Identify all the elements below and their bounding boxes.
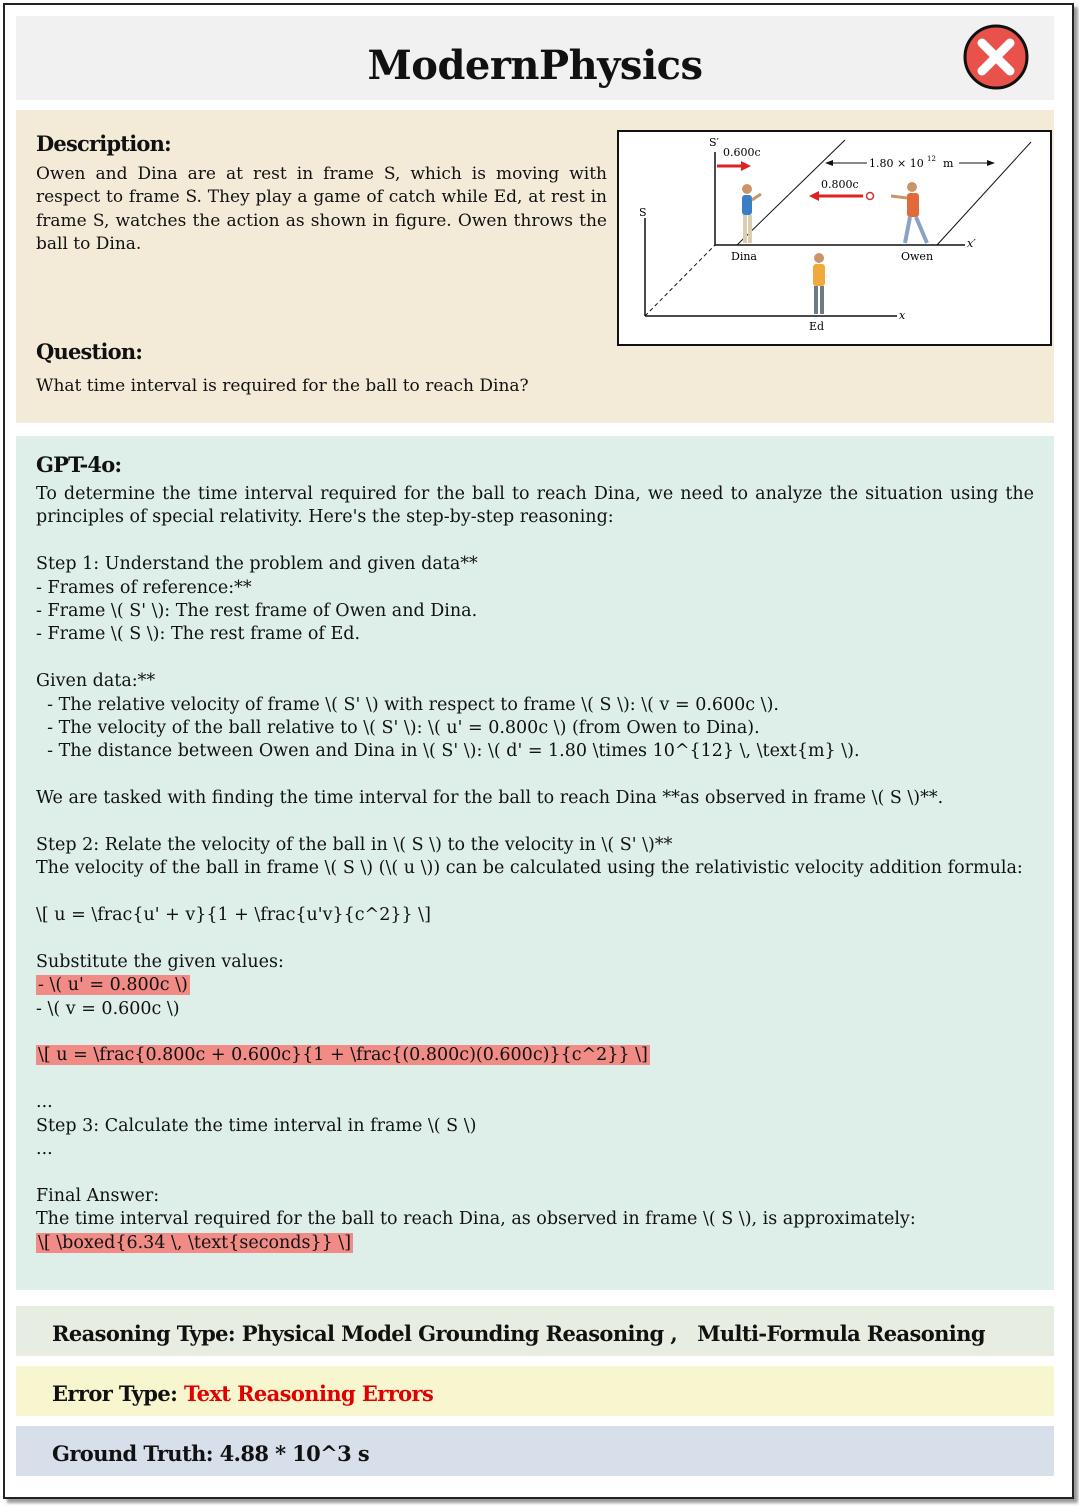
label-axis-x-prime: x′ bbox=[967, 237, 976, 250]
label-distance-unit: m bbox=[943, 157, 954, 170]
answer-line bbox=[36, 1232, 1034, 1255]
answer-line: Final Answer: bbox=[36, 1185, 160, 1206]
label-velocity-ball: 0.800c bbox=[821, 178, 859, 191]
error-highlight: \[ u = \frac{0.800c + 0.600c}{1 + \frac{(0.800c)(0.600c)}{c^2}} \] bbox=[38, 1045, 648, 1066]
relativity-figure bbox=[617, 130, 1052, 346]
error-type-label: Error Type: bbox=[52, 1381, 184, 1406]
reasoning-type-value: Physical Model Grounding Reasoning , Multi-Formula Reasoning bbox=[241, 1321, 985, 1346]
label-s: S bbox=[639, 206, 647, 219]
ground-truth-value: 4.88 * 10^3 s bbox=[219, 1441, 370, 1466]
label-s-prime: S′ bbox=[709, 136, 720, 149]
page-title: ModernPhysics bbox=[367, 42, 703, 89]
answer-heading: GPT-4o: bbox=[36, 452, 122, 477]
answer-line: \[ u = \frac{u' + v}{1 + \frac{u'v}{c^2}} \] bbox=[36, 905, 431, 926]
ground-truth-label: Ground Truth: bbox=[52, 1441, 220, 1466]
blank-line bbox=[36, 647, 1034, 670]
blank-line bbox=[36, 927, 1034, 950]
label-ed: Ed bbox=[809, 320, 825, 333]
answer-line: ... bbox=[36, 1092, 53, 1113]
blank-line bbox=[36, 764, 1034, 787]
reasoning-type-band bbox=[16, 1306, 1054, 1356]
answer-line: Step 1: Understand the problem and given data** bbox=[36, 554, 478, 575]
answer-line bbox=[36, 1044, 1034, 1067]
answer-line: The time interval required for the ball to reach Dina, as observed in frame \( S \), is approximately: bbox=[36, 1209, 916, 1230]
description-heading: Description: bbox=[36, 131, 172, 156]
blank-line bbox=[36, 1021, 1034, 1044]
answer-line: To determine the time interval required for the ball to reach Dina, we need to analyze the situation using the principles of special relativity. Here's the step-by-step reasoning: bbox=[36, 484, 1034, 528]
label-owen: Owen bbox=[901, 250, 934, 263]
ground-truth-band bbox=[16, 1426, 1054, 1476]
answer-line: - The relative velocity of frame \( S' \) with respect to frame \( S \): \( v = 0.600c \). bbox=[36, 694, 779, 715]
answer-line: We are tasked with finding the time interval for the ball to reach Dina **as observed in frame \( S \)**. bbox=[36, 788, 944, 809]
title-band bbox=[16, 16, 1054, 100]
label-axis-x: x bbox=[899, 309, 906, 322]
error-type-band bbox=[16, 1366, 1054, 1416]
answer-line: Substitute the given values: bbox=[36, 951, 284, 972]
blank-line bbox=[36, 881, 1034, 904]
answer-line: ... bbox=[36, 1138, 53, 1159]
error-highlight: \[ \boxed{6.34 \, \text{seconds}} \] bbox=[38, 1232, 352, 1253]
answer-line: - Frame \( S' \): The rest frame of Owen and Dina. bbox=[36, 600, 478, 621]
blank-line bbox=[36, 530, 1034, 553]
label-distance-exp: 12 bbox=[927, 155, 936, 163]
description-text: Owen and Dina are at rest in frame S, which is moving with respect to frame S. They play a game of catch while Ed, at rest in frame S, watches the action as shown in figure. Owen throws the ball to Dina. bbox=[36, 164, 607, 255]
answer-line: Step 3: Calculate the time interval in frame \( S \) bbox=[36, 1115, 477, 1136]
blank-line bbox=[36, 1161, 1034, 1184]
answer-line: - Frame \( S \): The rest frame of Ed. bbox=[36, 624, 361, 645]
blank-line bbox=[36, 1068, 1034, 1091]
answer-body bbox=[36, 483, 1034, 1255]
question-heading: Question: bbox=[36, 339, 143, 364]
answer-line: Step 2: Relate the velocity of the ball in \( S \) to the velocity in \( S' \)** bbox=[36, 834, 673, 855]
answer-line: - \( v = 0.600c \) bbox=[36, 998, 180, 1019]
label-velocity-frame: 0.600c bbox=[723, 146, 761, 159]
answer-line: Given data:** bbox=[36, 671, 156, 692]
question-text: What time interval is required for the ball to reach Dina? bbox=[36, 376, 529, 396]
answer-line: - The distance between Owen and Dina in \( S' \): \( d' = 1.80 \times 10^{12} \, \text{m} \). bbox=[36, 741, 860, 762]
label-distance: 1.80 × 10 bbox=[869, 157, 924, 170]
answer-line: - Frames of reference:** bbox=[36, 577, 252, 598]
reasoning-type-label: Reasoning Type: bbox=[52, 1321, 242, 1346]
error-type-value: Text Reasoning Errors bbox=[183, 1381, 434, 1406]
answer-line: - The velocity of the ball relative to \( S' \): \( u' = 0.800c \) (from Owen to Dina). bbox=[36, 717, 760, 738]
error-highlight: - \( u' = 0.800c \) bbox=[38, 975, 188, 996]
answer-line bbox=[36, 974, 1034, 997]
answer-line: The velocity of the ball in frame \( S \) (\( u \)) can be calculated using the relativistic velocity addition formula: bbox=[36, 858, 1023, 879]
label-dina: Dina bbox=[731, 250, 757, 263]
blank-line bbox=[36, 811, 1034, 834]
wrong-x-icon bbox=[963, 24, 1029, 90]
